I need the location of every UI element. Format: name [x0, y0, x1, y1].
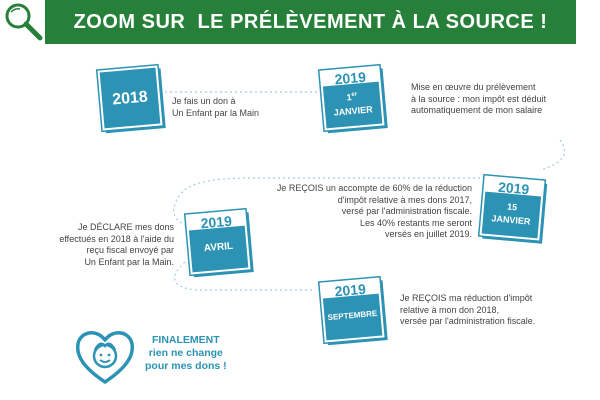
calendar-year: 2019 — [497, 178, 530, 198]
step-3-line: Je REÇOIS un accompte de 60% de la réduction — [276, 183, 472, 193]
step-1-text — [172, 96, 259, 119]
calendar-day: 1er — [346, 91, 358, 103]
step-5-line: relative à mon don 2018, — [400, 304, 500, 315]
step-4-line: Je DÉCLARE mes dons — [77, 222, 174, 232]
step-3-line: versés en juillet 2019. — [384, 229, 472, 239]
step-5-text — [400, 293, 535, 328]
step-4-line: reçu fiscal envoyé par — [86, 245, 174, 255]
calendar-month: JANVIER — [491, 213, 531, 227]
step-2-line: à la source : mon impôt est déduit — [411, 93, 547, 104]
final-line: rien ne change — [148, 347, 223, 359]
calendar-icon — [479, 175, 544, 240]
step-1-line: Je fais un don à — [172, 96, 236, 106]
step-3-line: versé par l'administration fiscale. — [341, 206, 472, 216]
final-line: FINALEMENT — [152, 334, 220, 346]
step-2-line: Mise en œuvre du prélèvement — [411, 82, 536, 92]
calendar-year: 2018 — [111, 88, 149, 109]
step-4-line: Un Enfant par la Main. — [84, 256, 174, 267]
step-3-text — [250, 183, 472, 241]
page-title: ZOOM SUR LE PRÉLÈVEMENT À LA SOURCE ! — [45, 0, 576, 44]
step-5-line: versée par l'administration fiscale. — [400, 316, 536, 326]
calendar-icon — [319, 65, 384, 130]
calendar-icon — [319, 277, 384, 342]
calendar-month: SEPTEMBRE — [327, 308, 378, 323]
calendar-year: 2019 — [334, 68, 367, 88]
step-5-line: Je REÇOIS ma réduction d'impôt — [400, 293, 533, 303]
step-2-text — [411, 82, 546, 117]
calendar-icon — [97, 65, 162, 130]
calendar-month: JANVIER — [333, 104, 373, 118]
step-3-line: Les 40% restants me seront — [359, 217, 472, 228]
step-3-line: d'impôt relative à mes dons 2017, — [337, 194, 472, 205]
step-1-line: Un Enfant par la Main — [172, 107, 260, 118]
final-line: pour mes dons ! — [145, 360, 227, 372]
calendar-day: 15 — [506, 201, 518, 213]
calendar-icon — [185, 209, 250, 274]
step-4-text — [40, 222, 174, 268]
heart-child-icon — [74, 326, 136, 386]
calendar-year: 2019 — [200, 212, 233, 232]
final-message — [145, 334, 227, 373]
step-2-line: automatiquement de mon salaire — [411, 105, 543, 115]
step-4-line: effectués en 2018 à l'aide du — [59, 233, 174, 244]
calendar-year: 2019 — [334, 280, 367, 300]
calendar-month: AVRIL — [203, 240, 234, 255]
